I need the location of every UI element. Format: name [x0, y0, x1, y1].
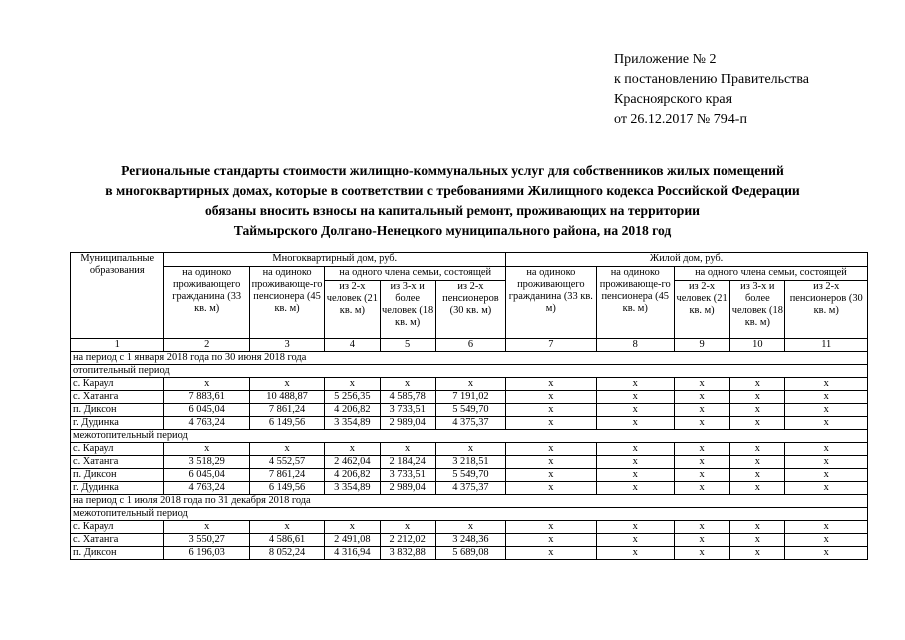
- cost-cell: 2 462,04: [325, 456, 380, 469]
- cost-cell: 6 045,04: [164, 469, 249, 482]
- period-heading-row: [71, 495, 868, 508]
- cost-cell: х: [674, 404, 729, 417]
- cost-cell: х: [596, 469, 674, 482]
- cost-cell: х: [785, 378, 868, 391]
- cost-cell: х: [249, 443, 324, 456]
- cost-cell: х: [785, 534, 868, 547]
- cost-cell: х: [506, 456, 596, 469]
- table-row: [71, 469, 868, 482]
- cost-cell: 4 585,78: [380, 391, 435, 404]
- cost-cell: 5 256,35: [325, 391, 380, 404]
- cost-cell: х: [506, 443, 596, 456]
- cost-cell: 5 689,08: [435, 547, 505, 560]
- cost-cell: 4 552,57: [249, 456, 324, 469]
- cost-cell: х: [730, 417, 785, 430]
- municipality-name: п. Диксон: [71, 469, 164, 482]
- cost-cell: 3 354,89: [325, 482, 380, 495]
- cost-cell: х: [785, 443, 868, 456]
- header-two-pensioners: из 2-х пенсионеров (30 кв. м): [435, 281, 505, 339]
- cost-cell: 4 763,24: [164, 482, 249, 495]
- cost-cell: х: [730, 482, 785, 495]
- cost-cell: х: [506, 417, 596, 430]
- cost-cell: х: [506, 534, 596, 547]
- cost-cell: х: [674, 443, 729, 456]
- cost-cell: 3 354,89: [325, 417, 380, 430]
- season-heading: межотопительный период: [71, 430, 868, 443]
- column-index: 10: [730, 339, 785, 352]
- table-row: [71, 443, 868, 456]
- cost-cell: х: [596, 547, 674, 560]
- cost-cell: х: [506, 521, 596, 534]
- municipality-name: с. Хатанга: [71, 456, 164, 469]
- cost-cell: х: [730, 391, 785, 404]
- header-family-member: на одного члена семьи, состоящей: [674, 267, 867, 281]
- cost-cell: 3 248,36: [435, 534, 505, 547]
- column-index: 5: [380, 339, 435, 352]
- municipality-name: п. Диксон: [71, 404, 164, 417]
- cost-cell: х: [506, 469, 596, 482]
- cost-cell: 3 733,51: [380, 469, 435, 482]
- cost-cell: х: [435, 443, 505, 456]
- cost-cell: х: [596, 443, 674, 456]
- document-title: [0, 161, 905, 241]
- cost-cell: 3 218,51: [435, 456, 505, 469]
- cost-cell: х: [785, 469, 868, 482]
- header-family-member: на одного члена семьи, состоящей: [325, 267, 506, 281]
- cost-cell: 2 989,04: [380, 417, 435, 430]
- cost-cell: 5 549,70: [435, 404, 505, 417]
- cost-cell: х: [380, 443, 435, 456]
- header-single-pensioner: на одиноко проживающе-го пенсионера (45 кв. м): [596, 267, 674, 339]
- cost-cell: х: [785, 482, 868, 495]
- cost-cell: х: [674, 417, 729, 430]
- header-three-plus: из 3-х и более человек (18 кв. м): [380, 281, 435, 339]
- table-row: [71, 378, 868, 391]
- cost-cell: х: [380, 378, 435, 391]
- cost-cell: 4 316,94: [325, 547, 380, 560]
- cost-cell: х: [730, 534, 785, 547]
- cost-cell: 6 196,03: [164, 547, 249, 560]
- cost-cell: 2 491,08: [325, 534, 380, 547]
- cost-cell: х: [730, 404, 785, 417]
- header-municipal: Муниципальные образования: [71, 253, 164, 339]
- cost-cell: х: [596, 417, 674, 430]
- municipality-name: с. Караул: [71, 521, 164, 534]
- cost-cell: х: [596, 456, 674, 469]
- cost-cell: х: [164, 378, 249, 391]
- cost-cell: х: [785, 547, 868, 560]
- cost-cell: 6 149,56: [249, 417, 324, 430]
- cost-cell: х: [674, 482, 729, 495]
- municipality-name: г. Дудинка: [71, 482, 164, 495]
- table-row: [71, 404, 868, 417]
- cost-cell: 4 206,82: [325, 404, 380, 417]
- cost-cell: х: [730, 456, 785, 469]
- cost-cell: х: [506, 482, 596, 495]
- table-row: [71, 482, 868, 495]
- cost-cell: х: [674, 456, 729, 469]
- cost-cell: х: [730, 443, 785, 456]
- cost-cell: 4 375,37: [435, 482, 505, 495]
- table-row: [71, 456, 868, 469]
- municipality-name: г. Дудинка: [71, 417, 164, 430]
- cost-cell: 8 052,24: [249, 547, 324, 560]
- cost-cell: х: [785, 521, 868, 534]
- table-row: [71, 534, 868, 547]
- cost-cell: 7 861,24: [249, 469, 324, 482]
- cost-cell: х: [380, 521, 435, 534]
- cost-cell: х: [674, 391, 729, 404]
- header-single-pensioner: на одиноко проживающе-го пенсионера (45 кв. м): [249, 267, 324, 339]
- cost-cell: х: [730, 547, 785, 560]
- title-line: Региональные стандарты стоимости жилищно-коммунальных услуг для собственников жилых помещений: [121, 163, 784, 178]
- column-index: 8: [596, 339, 674, 352]
- municipality-name: с. Хатанга: [71, 534, 164, 547]
- cost-cell: 3 733,51: [380, 404, 435, 417]
- cost-cell: 3 550,27: [164, 534, 249, 547]
- column-index: 2: [164, 339, 249, 352]
- header-apartment-group: Многоквартирный дом, руб.: [164, 253, 506, 267]
- standards-table: [70, 252, 868, 560]
- cost-cell: 10 488,87: [249, 391, 324, 404]
- cost-cell: 4 763,24: [164, 417, 249, 430]
- season-heading-row: [71, 508, 868, 521]
- cost-cell: х: [506, 378, 596, 391]
- cost-cell: х: [730, 378, 785, 391]
- cost-cell: х: [674, 547, 729, 560]
- table-row: [71, 417, 868, 430]
- column-index: 1: [71, 339, 164, 352]
- table-row: [71, 547, 868, 560]
- cost-cell: х: [249, 378, 324, 391]
- municipality-name: с. Караул: [71, 378, 164, 391]
- column-index: 3: [249, 339, 324, 352]
- title-line: Таймырского Долгано-Ненецкого муниципального района, на 2018 год: [233, 223, 672, 238]
- cost-cell: х: [596, 521, 674, 534]
- column-index: 4: [325, 339, 380, 352]
- cost-cell: х: [249, 521, 324, 534]
- column-index: 6: [435, 339, 505, 352]
- cost-cell: х: [674, 534, 729, 547]
- cost-cell: 4 586,61: [249, 534, 324, 547]
- period-heading: на период с 1 января 2018 года по 30 июня 2018 года: [71, 352, 868, 365]
- header-three-plus: из 3-х и более человек (18 кв. м): [730, 281, 785, 339]
- cost-cell: х: [596, 378, 674, 391]
- cost-cell: х: [730, 521, 785, 534]
- cost-cell: х: [164, 521, 249, 534]
- cost-cell: 6 045,04: [164, 404, 249, 417]
- season-heading-row: [71, 430, 868, 443]
- cost-cell: х: [164, 443, 249, 456]
- header-two-pensioners: из 2-х пенсионеров (30 кв. м): [785, 281, 868, 339]
- column-index: 7: [506, 339, 596, 352]
- cost-cell: х: [730, 469, 785, 482]
- cost-cell: 3 518,29: [164, 456, 249, 469]
- cost-cell: 7 883,61: [164, 391, 249, 404]
- cost-cell: 5 549,70: [435, 469, 505, 482]
- municipality-name: п. Диксон: [71, 547, 164, 560]
- cost-cell: х: [674, 469, 729, 482]
- header-two-persons: из 2-х человек (21 кв. м): [325, 281, 380, 339]
- cost-cell: х: [674, 521, 729, 534]
- cost-cell: х: [506, 391, 596, 404]
- cost-cell: х: [325, 378, 380, 391]
- title-line: обязаны вносить взносы на капитальный ремонт, проживающих на территории: [204, 203, 701, 218]
- cost-cell: х: [785, 404, 868, 417]
- header-single-citizen: на одиноко проживающего гражданина (33 кв. м): [506, 267, 596, 339]
- municipality-name: с. Хатанга: [71, 391, 164, 404]
- season-heading-row: [71, 365, 868, 378]
- column-index: 9: [674, 339, 729, 352]
- column-index-row: [71, 339, 868, 352]
- cost-cell: 4 375,37: [435, 417, 505, 430]
- appendix-region: Красноярского края: [614, 92, 733, 107]
- cost-cell: х: [325, 521, 380, 534]
- cost-cell: х: [785, 391, 868, 404]
- appendix-resolution: к постановлению Правительства: [614, 72, 810, 87]
- cost-cell: х: [674, 378, 729, 391]
- period-heading: на период с 1 июля 2018 года по 31 декабря 2018 года: [71, 495, 868, 508]
- cost-cell: х: [596, 534, 674, 547]
- header-single-citizen: на одиноко проживающего гражданина (33 кв. м): [164, 267, 249, 339]
- appendix-block: [614, 50, 809, 130]
- cost-cell: х: [506, 404, 596, 417]
- cost-cell: 2 184,24: [380, 456, 435, 469]
- table-row: [71, 521, 868, 534]
- season-heading: межотопительный период: [71, 508, 868, 521]
- cost-cell: 2 212,02: [380, 534, 435, 547]
- cost-cell: х: [596, 404, 674, 417]
- cost-cell: 4 206,82: [325, 469, 380, 482]
- column-index: 11: [785, 339, 868, 352]
- appendix-date: от 26.12.2017 № 794-п: [614, 112, 747, 127]
- cost-cell: 3 832,88: [380, 547, 435, 560]
- season-heading: отопительный период: [71, 365, 868, 378]
- cost-cell: х: [596, 391, 674, 404]
- cost-cell: х: [435, 521, 505, 534]
- header-house-group: Жилой дом, руб.: [506, 253, 868, 267]
- header-two-persons: из 2-х человек (21 кв. м): [674, 281, 729, 339]
- table-row: [71, 391, 868, 404]
- cost-cell: 2 989,04: [380, 482, 435, 495]
- municipality-name: с. Караул: [71, 443, 164, 456]
- cost-cell: 6 149,56: [249, 482, 324, 495]
- appendix-number: Приложение № 2: [614, 52, 717, 67]
- cost-cell: х: [785, 417, 868, 430]
- cost-cell: х: [785, 456, 868, 469]
- title-line: в многоквартирных домах, которые в соответствии с требованиями Жилищного кодекса Российской Федерации: [105, 183, 800, 198]
- period-heading-row: [71, 352, 868, 365]
- cost-cell: 7 191,02: [435, 391, 505, 404]
- cost-cell: х: [325, 443, 380, 456]
- cost-cell: х: [506, 547, 596, 560]
- cost-cell: х: [596, 482, 674, 495]
- cost-cell: 7 861,24: [249, 404, 324, 417]
- cost-cell: х: [435, 378, 505, 391]
